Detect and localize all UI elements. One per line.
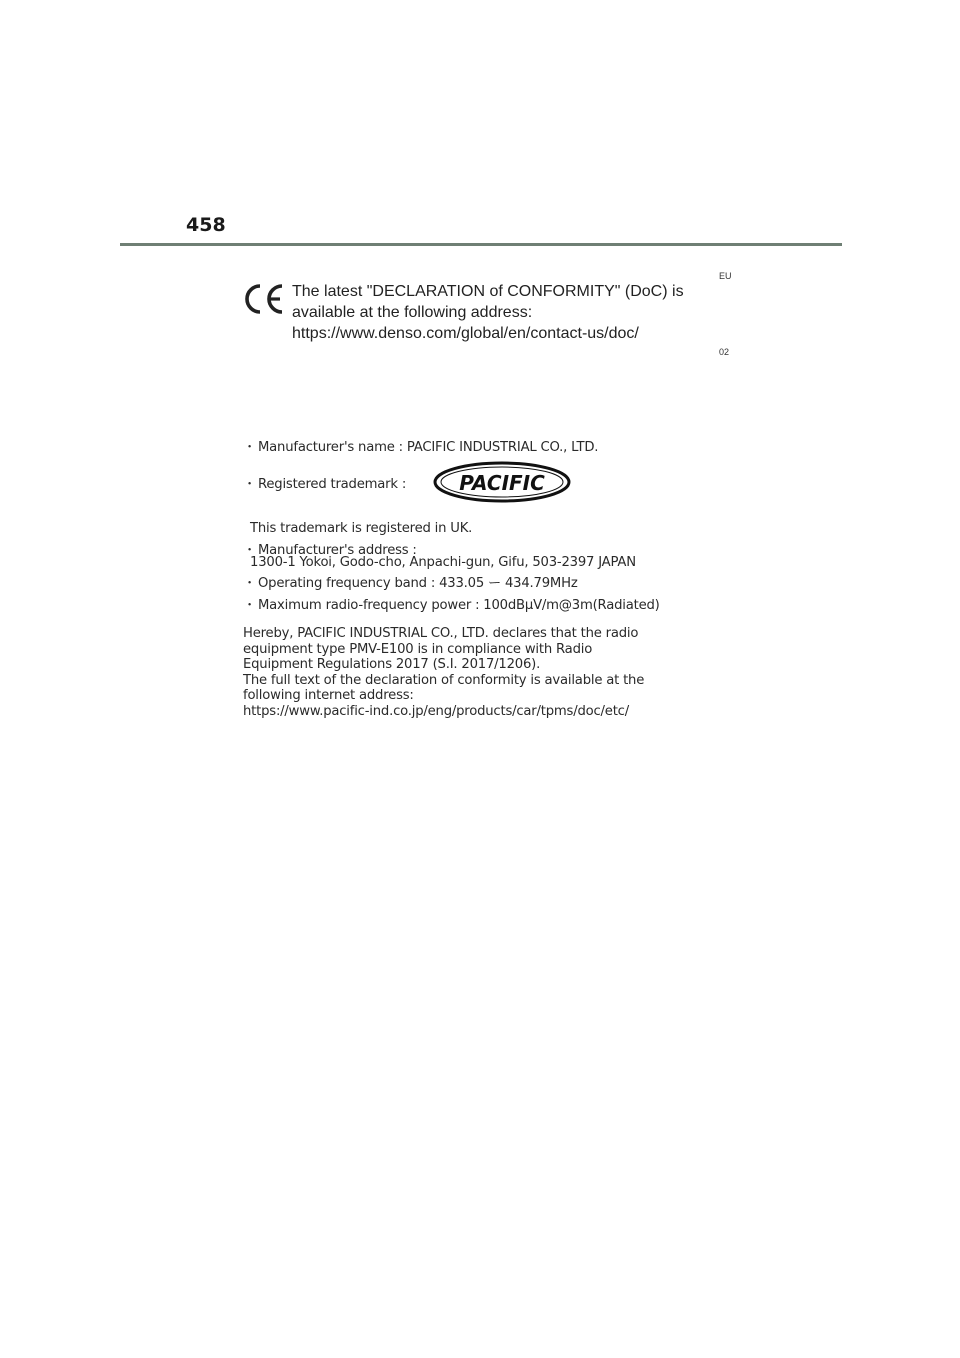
bullet: ・	[243, 477, 256, 492]
item-code: 02	[719, 347, 730, 357]
page-number: 458	[186, 214, 226, 236]
region-code: EU	[719, 271, 732, 281]
bullet: ・	[243, 576, 256, 591]
operating-frequency: Operating frequency band : 433.05 ー 434.79MHz	[258, 576, 578, 591]
pacific-logo-text: PACIFIC	[459, 471, 545, 495]
declaration-line: equipment type PMV-E100 is in compliance with Radio	[243, 641, 593, 657]
bullet: ・	[243, 598, 256, 613]
declaration-line: following internet address:	[243, 688, 414, 703]
pacific-logo	[432, 461, 572, 503]
registered-trademark-label: Registered trademark :	[258, 477, 407, 492]
registered-trademark-row	[243, 473, 406, 492]
operating-frequency-row	[243, 572, 578, 591]
declaration-block	[243, 626, 644, 719]
bullet: ・	[243, 543, 256, 558]
bullet: ・	[243, 440, 256, 455]
doc-url[interactable]: https://www.denso.com/global/en/contact-us/doc/	[292, 325, 639, 342]
manufacturer-address-label: Manufacturer's address :	[258, 543, 417, 558]
manufacturer-name: Manufacturer's name : PACIFIC INDUSTRIAL CO., LTD.	[258, 440, 599, 455]
declaration-url[interactable]: https://www.pacific-ind.co.jp/eng/products/car/tpms/doc/etc/	[243, 703, 629, 719]
header-rule	[120, 243, 842, 246]
ce-mark-icon	[243, 283, 287, 315]
doc-line-2: available at the following address:	[292, 304, 533, 321]
trademark-note: This trademark is registered in UK.	[250, 521, 473, 536]
manufacturer-address: 1300-1 Yokoi, Godo-cho, Anpachi-gun, Gifu, 503-2397 JAPAN	[250, 555, 636, 570]
declaration-line: Equipment Regulations 2017 (S.I. 2017/1206).	[243, 657, 541, 672]
max-power: Maximum radio-frequency power : 100dBμV/m@3m(Radiated)	[258, 598, 660, 613]
declaration-line: Hereby, PACIFIC INDUSTRIAL CO., LTD. declares that the radio	[243, 626, 639, 641]
declaration-line: The full text of the declaration of conformity is available at the	[243, 672, 645, 688]
doc-line-1: The latest "DECLARATION of CONFORMITY" (DoC) is	[292, 283, 684, 300]
manufacturer-name-row	[243, 436, 598, 455]
max-power-row	[243, 594, 660, 613]
